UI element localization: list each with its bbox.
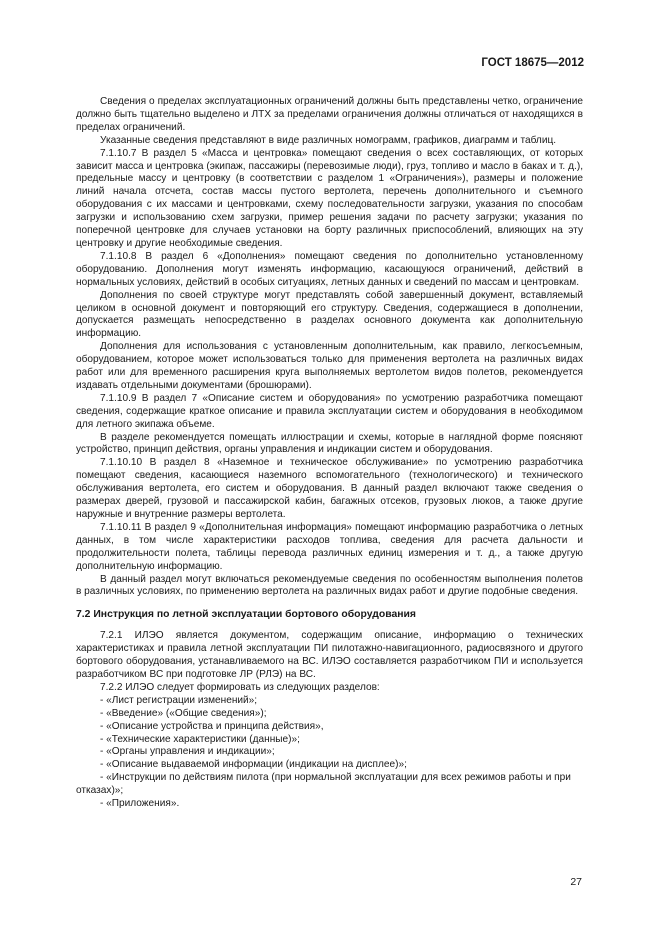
paragraph: 7.1.10.10 В раздел 8 «Наземное и техническое обслуживание» по усмотрению разработчика помещают сведения, касающиеся наземного вспомогательного (технологического) и технического обслуживания вертолета, его систем и оборудования. В данный раздел включают также сведения о размерах дверей, грузовой и пассажирской кабин, багажных отсеков, грузовых люков, а также другие наружные и внутренние размеры вертолета. — [76, 457, 583, 520]
page-content — [76, 96, 583, 811]
paragraph: 7.1.10.7 В раздел 5 «Масса и центровка» помещают сведения о всех составляющих, от которых зависит масса и центровка (экипаж, пассажиры (перевозимые люди), груз, топливо и масло в баках и т. д.), предельные массу и центровку (в соответствии с разделом 1 «Ограничения»), размеры и положение линий начала отсчета, состав массы пустого вертолета, перечень дополнительного и съемного оборудования с их массами и центровками, схему последовательности загрузки, указания по способам загрузки и использованию схем загрузки, пример решения задачи по расчету загрузки; указания по поперечной центровке для случаев установки на борту различных приспособлений, влияющих на эту центровку и другие необходимые сведения. — [76, 147, 583, 249]
list-item: - «Описание устройства и принципа действия», — [100, 720, 324, 732]
list-item: - «Технические характеристики (данные)»; — [100, 733, 300, 745]
paragraph: 7.1.10.9 В раздел 7 «Описание систем и оборудования» по усмотрению разработчика помещают сведения, содержащие краткое описание и правила эксплуатации систем и оборудования в необходимом для летного экипажа объеме. — [76, 392, 583, 430]
list-item: - «Лист регистрации изменений»; — [100, 694, 258, 706]
paragraph: 7.2.2 ИЛЭО следует формировать из следующих разделов: — [100, 681, 380, 693]
list-item: - «Органы управления и индикации»; — [100, 746, 275, 758]
page-number: 27 — [570, 876, 582, 888]
list-item: - «Приложения». — [100, 798, 180, 810]
paragraph: 7.1.10.11 В раздел 9 «Дополнительная информация» помещают информацию разработчика о летных данных, в том числе характеристики расходов топлива, сведения для расчета дальности и продолжительности полета, таблицы перевода различных единиц измерения и т. д., а также другую дополнительную информацию. — [76, 521, 583, 572]
section-heading: 7.2 Инструкция по летной эксплуатации бортового оборудования — [76, 609, 416, 621]
paragraph: 7.1.10.8 В раздел 6 «Дополнения» помещают сведения по дополнительно установленному оборудованию. Дополнения могут изменять информацию, касающуюся ограничений, действий в нормальных условиях, действий в особых ситуациях, летных данных и сведений по массам и центровкам. — [76, 250, 583, 288]
paragraph: Дополнения для использования с установленным дополнительным, как правило, легкосъемным, оборудованием, которое может использоваться только для применения вертолета на различных видах работ или для временного расширения круга выполняемых вертолетом видов полетов, рекомендуется издавать отдельными документами (брошюрами). — [76, 341, 583, 391]
paragraph: В данный раздел могут включаться рекомендуемые сведения по особенностям выполнения полетов в различных условиях, по применению вертолета на различных видах работ и другие подобные сведения. — [76, 573, 583, 598]
list-item: - «Инструкции по действиям пилота (при нормальной эксплуатации для всех режимов работы и при отказах)»; — [76, 772, 571, 797]
paragraph: В разделе рекомендуется помещать иллюстрации и схемы, которые в наглядной форме поясняют устройство, принцип действия, органы управления и индикации систем и оборудования. — [76, 431, 583, 456]
list-item: - «Введение» («Общие сведения»); — [100, 707, 267, 719]
paragraph: Указанные сведения представляют в виде различных номограмм, графиков, диаграмм и таблиц. — [100, 134, 557, 146]
document-standard-header: ГОСТ 18675—2012 — [481, 57, 584, 69]
paragraph: 7.2.1 ИЛЭО является документом, содержащим описание, информацию о технических характеристиках и правила летной эксплуатации ПИ пилотажно-навигационного, радиосвязного и другого бортового оборудования, устанавливаемого на ВС. ИЛЭО составляется разработчиком ПИ и используется разработчиком ВС при подготовке ЛР (РЛЭ) на ВС. — [76, 630, 583, 680]
list-item: - «Описание выдаваемой информации (индикации на дисплее)»; — [100, 759, 407, 771]
paragraph: Сведения о пределах эксплуатационных ограничений должны быть представлены четко, ограничение должно быть тщательно выделено и ЛТХ за пределами ограничения должны отличаться от находящихся в пределах ограничений. — [76, 96, 583, 133]
paragraph: Дополнения по своей структуре могут представлять собой завершенный документ, вставляемый целиком в основной документ и повторяющий его структуру. Сведения, содержащиеся в дополнении, допускается размещать непосредственно в разделах основного документа как дополнительную информацию. — [76, 289, 583, 340]
